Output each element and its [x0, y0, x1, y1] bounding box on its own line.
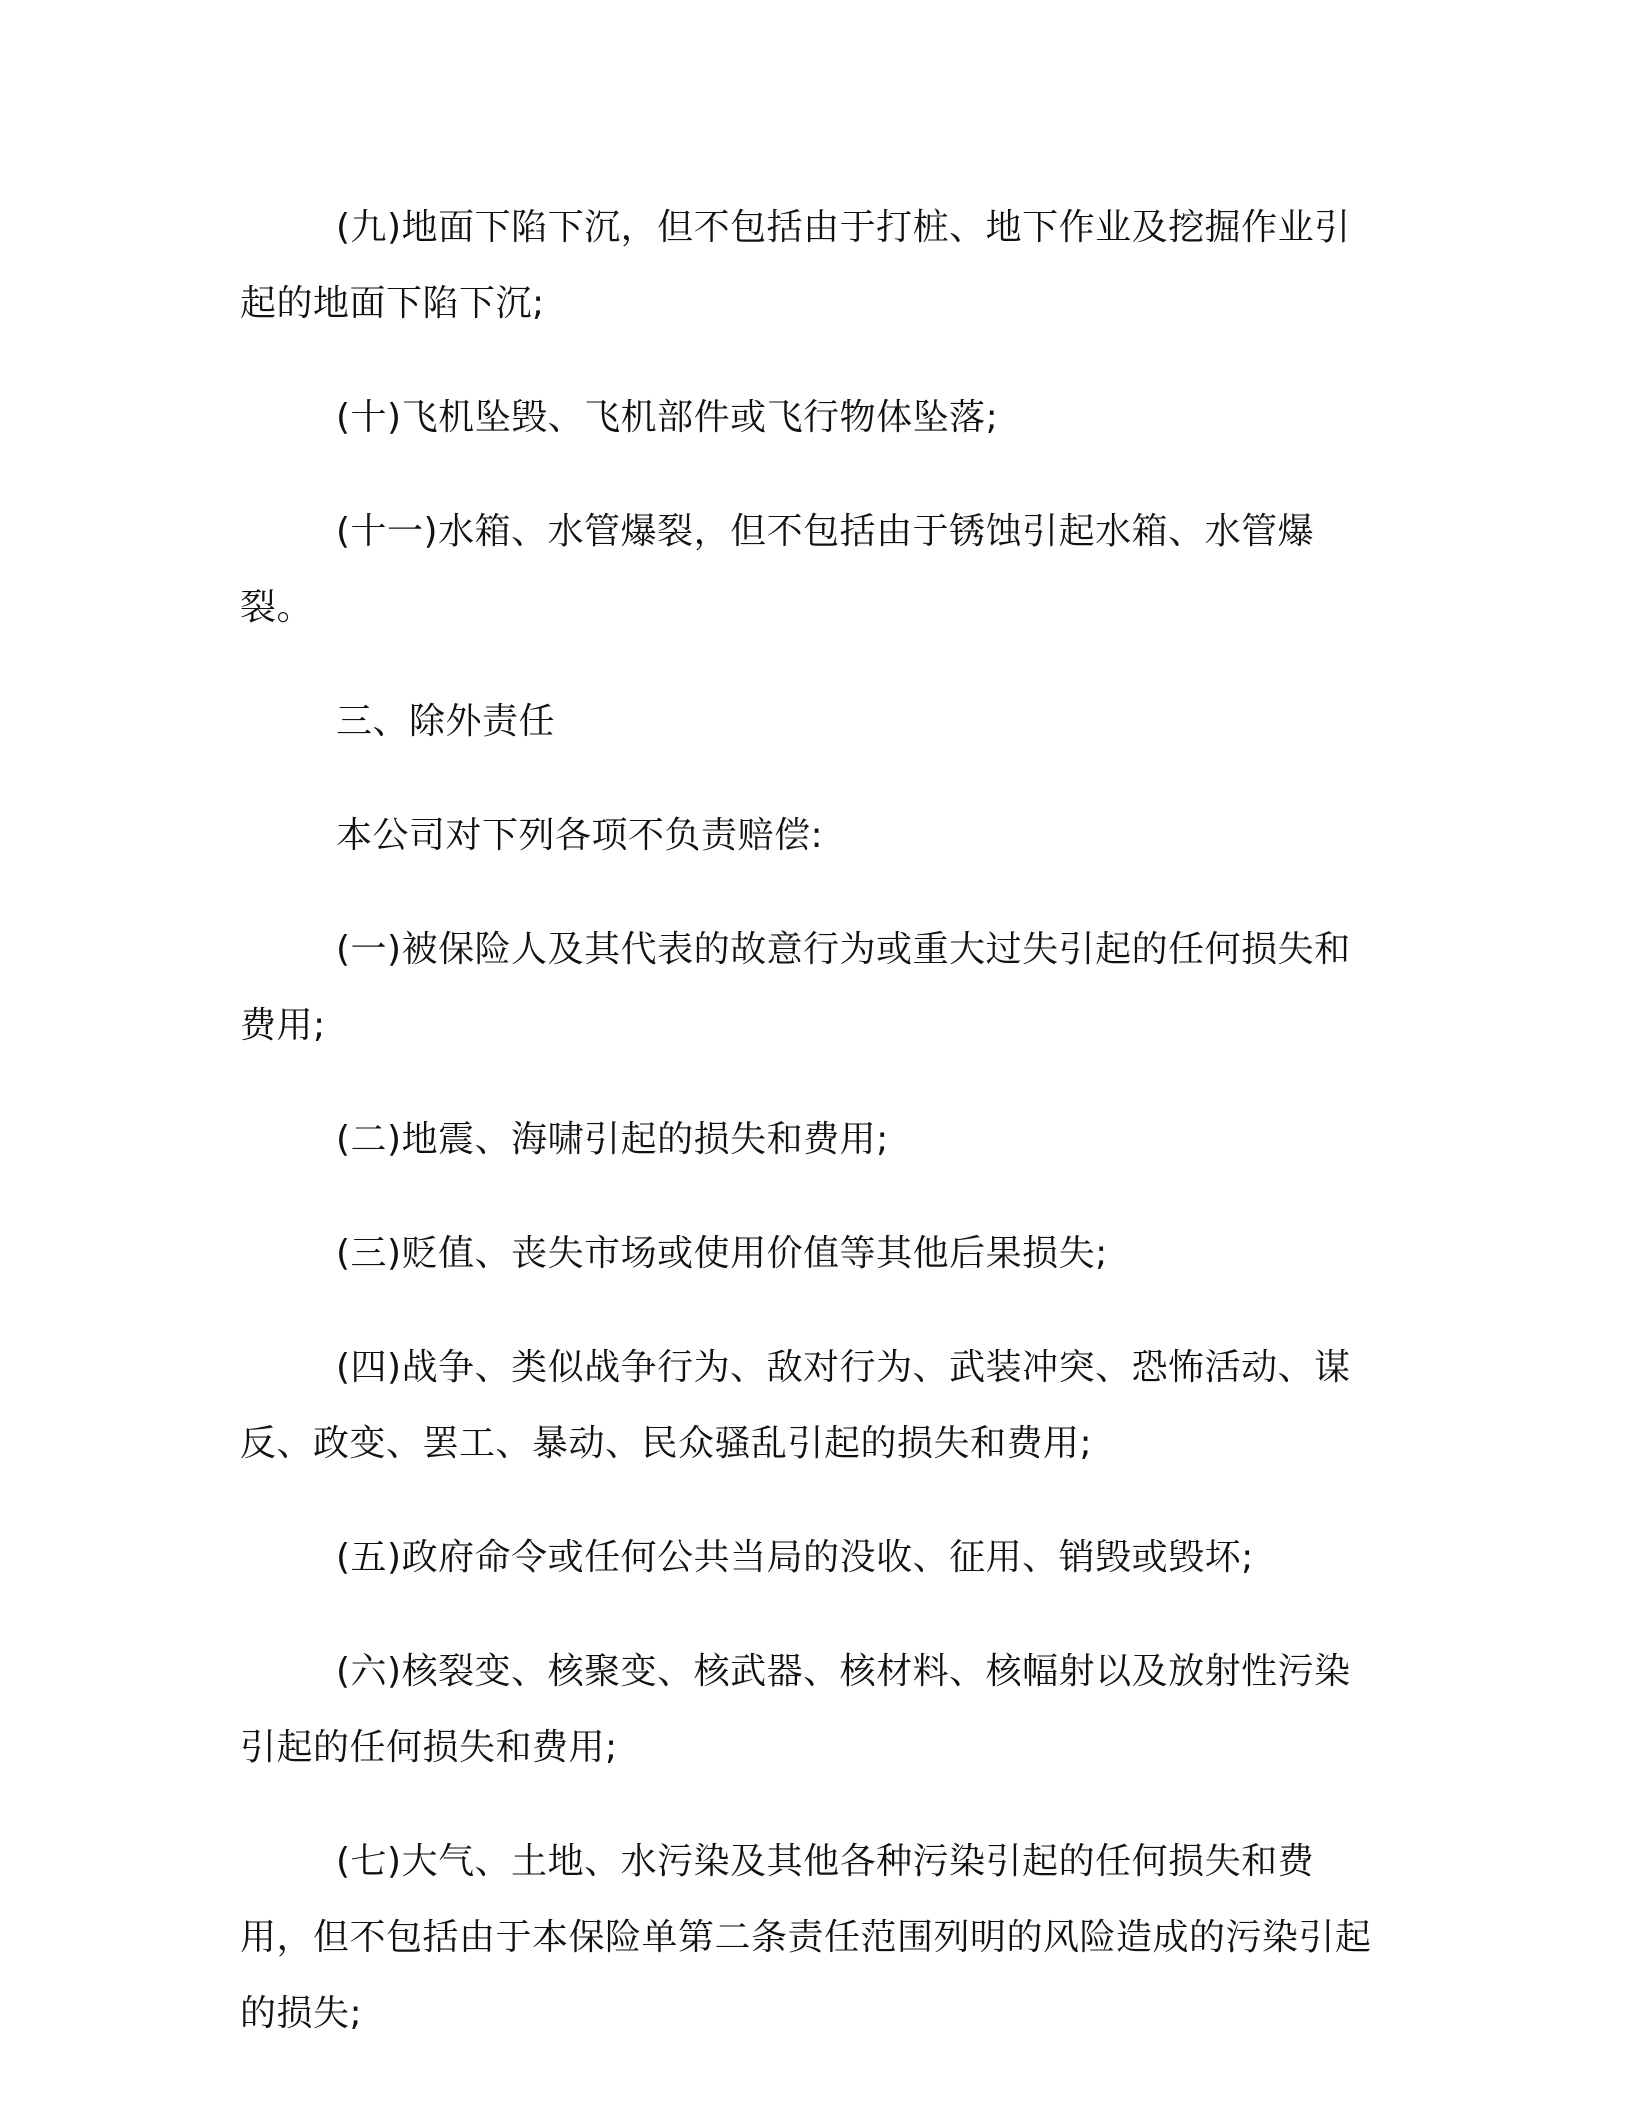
- exclusions-intro: 本公司对下列各项不负责赔偿:: [336, 815, 824, 856]
- exclusion-item-1: (一)被保险人及其代表的故意行为或重大过失引起的任何损失和费用;: [240, 929, 1351, 1046]
- exclusion-item-7: (七)大气、土地、水污染及其他各种污染引起的任何损失和费用，但不包括由于本保险单第二条责任范围列明的风险造成的污染引起的损失;: [240, 1841, 1372, 2034]
- paragraph-10-aircraft-crash: (十)飞机坠毁、飞机部件或飞行物体坠落;: [336, 397, 999, 438]
- exclusion-item-5: (五)政府命令或任何公共当局的没收、征用、销毁或毁坏;: [336, 1537, 1254, 1578]
- exclusion-item-3: (三)贬值、丧失市场或使用价值等其他后果损失;: [336, 1233, 1108, 1274]
- paragraph-11-water-pipe-burst: (十一)水箱、水管爆裂，但不包括由于锈蚀引起水箱、水管爆裂。: [240, 511, 1315, 628]
- paragraph-9-ground-subsidence: (九)地面下陷下沉，但不包括由于打桩、地下作业及挖掘作业引起的地面下陷下沉;: [240, 207, 1351, 324]
- exclusion-item-6: (六)核裂变、核聚变、核武器、核材料、核幅射以及放射性污染引起的任何损失和费用;: [240, 1651, 1351, 1768]
- document-page: [240, 190, 1380, 2090]
- exclusion-item-2: (二)地震、海啸引起的损失和费用;: [336, 1119, 889, 1160]
- section-heading-exclusions: 三、除外责任: [336, 701, 556, 742]
- exclusion-item-4: (四)战争、类似战争行为、敌对行为、武装冲突、恐怖活动、谋反、政变、罢工、暴动、民众骚乱引起的损失和费用;: [240, 1347, 1351, 1464]
